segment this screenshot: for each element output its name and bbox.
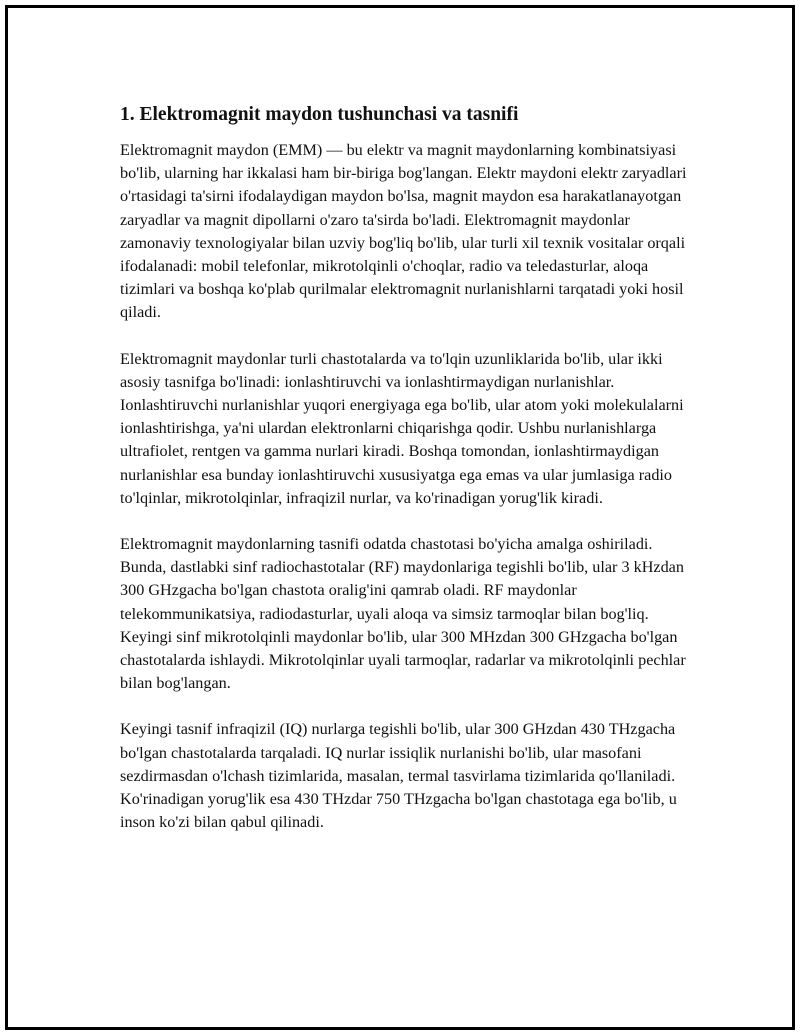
- page-frame: [5, 5, 795, 1030]
- paragraph-4: Keyingi tasnif infraqizil (IQ) nurlarga tegishli bo'lib, ular 300 GHzdan 430 THzgacha bo'lgan chastotalarda tarqaladi. IQ nurlar issiqlik nurlanishi bo'lib, ular masofani sezdirmasdan o'lchash tizimlarida, masalan, termal tasvirlama tizimlarida qo'llaniladi. Ko'rinadigan yorug'lik esa 430 THzdar 750 THzgacha bo'lgan chastotaga ega bo'lib, u inson ko'zi bilan qabul qilinadi.: [120, 720, 677, 832]
- paragraph-3: Elektromagnit maydonlarning tasnifi odatda chastotasi bo'yicha amalga oshiriladi. Bunda, dastlabki sinf radiochastotalar (RF) maydonlariga tegishli bo'lib, ular 3 kHzdan 300 GHzgacha bo'lgan chastota oralig'ini qamrab oladi. RF maydonlar telekommunikatsiya, radiodasturlar, uyali aloqa va simsiz tarmoqlar bilan bog'liq. Keyingi sinf mikrotolqinli maydonlar bo'lib, ular 300 MHzdan 300 GHzgacha bo'lgan chastotalarda ishlaydi. Mikrotolqinlar uyali tarmoqlar, radarlar va mikrotolqinli pechlar bilan bog'langan.: [120, 535, 686, 693]
- paragraph-2: Elektromagnit maydonlar turli chastotalarda va to'lqin uzunliklarida bo'lib, ular ikki asosiy tasnifga bo'linadi: ionlashtiruvchi va ionlashtirmaydigan nurlanishlar. Ionlashtiruvchi nurlanishlar yuqori energiyaga ega bo'lib, ular atom yoki molekulalarni ionlashtirishga, ya'ni ulardan elektronlarni chiqarishga qodir. Ushbu nurlanishlarga ultrafiolet, rentgen va gamma nurlari kiradi. Boshqa tomondan, ionlashtirmaydigan nurlanishlar esa bunday ionlashtiruvchi xususiyatga ega emas va ular jumlasiga radio to'lqinlar, mikrotolqinlar, infraqizil nurlar, va ko'rinadigan yorug'lik kiradi.: [120, 349, 684, 507]
- document-body: [120, 102, 698, 857]
- paragraph-1: Elektromagnit maydon (EMM) — bu elektr va magnit maydonlarning kombinatsiyasi bo'lib, ularning har ikkalasi ham bir-biriga bog'langan. Elektr maydoni elektr zaryadlari o'rtasidagi ta'sirni ifodalaydigan maydon bo'lsa, magnit maydon esa harakatlanayotgan zaryadlar va magnit dipollarni o'zaro ta'sirda bo'ladi. Elektromagnit maydonlar zamonaviy texnologiyalar bilan uzviy bog'liq bo'lib, ular turli xil texnik vositalar orqali ifodalanadi: mobil telefonlar, mikrotolqinli o'choqlar, radio va teledasturlar, aloqa tizimlari va boshqa ko'plab qurilmalar elektromagnit nurlanishlarni tarqatadi yoki hosil qiladi.: [120, 141, 687, 322]
- section-heading: 1. Elektromagnit maydon tushunchasi va tasnifi: [120, 104, 519, 125]
